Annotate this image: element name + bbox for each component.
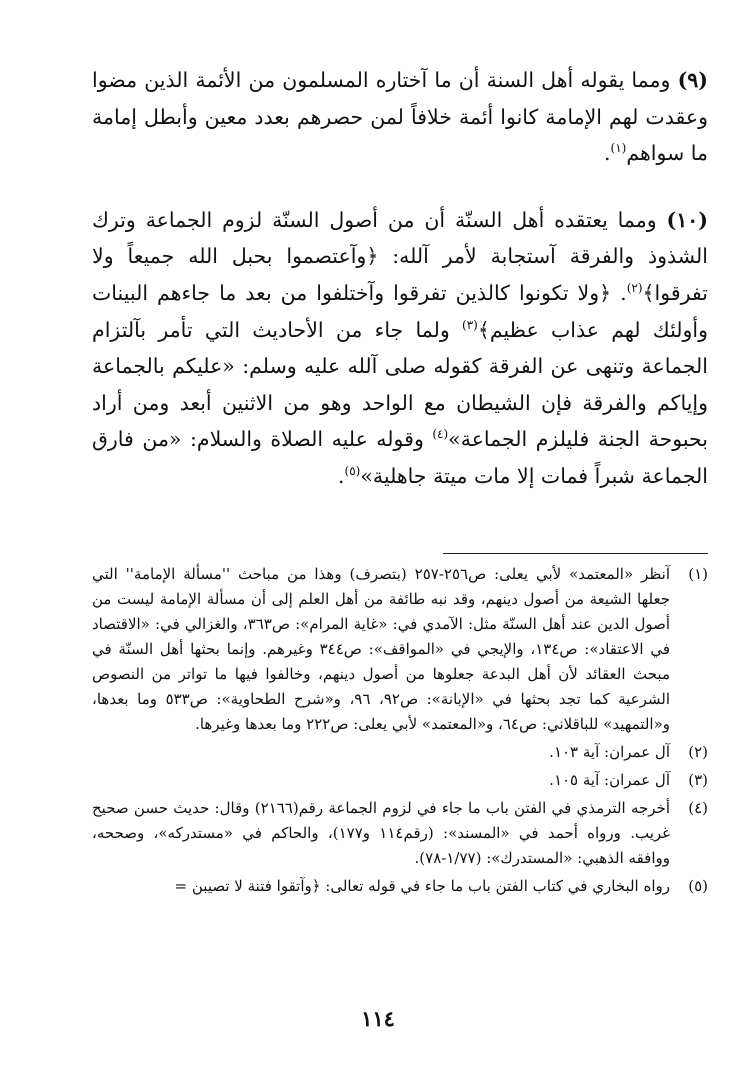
paragraph-end: . <box>603 141 611 166</box>
footnote-number: (٢) <box>688 743 708 761</box>
footnote-separator <box>443 553 708 554</box>
paragraph-text: ولما جاء من الأحاديث التي تأمر بآلتزام الجماعة وتنهى عن الفرقة كقوله صلى آلله عليه وسلم: «عليكم بالجماعة وإياكم والفرقة فإن الشيطان مع الواحد وهو من الاثنين أبعد ومن أراد بحبوحة الجنة فليلزم الجماعة» <box>92 317 708 452</box>
footnote-3 <box>92 768 708 793</box>
paragraph-text: وقوله عليه الصلاة والسلام: «من فارق الجماعة شبراً فمات إلا مات ميتة جاهلية» <box>92 427 708 488</box>
footnote-4 <box>92 796 708 871</box>
footnotes <box>92 562 708 902</box>
footnote-ref: (٥) <box>344 464 361 479</box>
footnote-number: (٣) <box>688 771 708 789</box>
paragraph-number: (١٠) <box>666 207 708 232</box>
footnote-1 <box>92 562 708 737</box>
paragraph-text: . ﴿ولا تكونوا كالذين تفرقوا وآختلفوا من بعد ما جاءهم البينات وأولئك لهم عذاب عظيم﴾ <box>92 280 709 342</box>
footnote-2 <box>92 740 708 765</box>
paragraph-9 <box>92 62 708 172</box>
footnote-5 <box>92 874 708 899</box>
page-number: ١١٤ <box>361 1006 395 1031</box>
footnote-ref: (٣) <box>462 317 478 332</box>
footnote-text: آل عمران: آية ١٠٥. <box>549 771 670 789</box>
paragraph-text: ومما يعتقده أهل السنّة أن من أصول السنّة لزوم الجماعة وترك الشذوذ والفرقة آستجابة لأمر آلله: ﴿وآعتصموا بحبل الله جميعاً ولا تفرقوا﴾ <box>92 207 708 305</box>
footnote-text: رواه البخاري في كتاب الفتن باب ما جاء في قوله تعالى: ﴿وآتقوا فتنة لا تصيبن = <box>174 877 670 895</box>
footnote-ref: (١) <box>610 141 627 156</box>
paragraph-end: . <box>337 463 345 488</box>
footnote-text: آل عمران: آية ١٠٣. <box>549 743 670 761</box>
footnote-text: أخرجه الترمذي في الفتن باب ما جاء في لزوم الجماعة رقم(٢١٦٦) وقال: حديث حسن صحيح غريب. ورواه أحمد في «المسند»: (رقم١١٤ و١٧٧)، والحاكم في «مستدركه»، وصححه، ووافقه الذهبي: «المستدرك»: (١/٧٧-٧٨). <box>92 799 670 867</box>
footnote-number: (٥) <box>688 877 708 895</box>
paragraph-number: (٩) <box>677 68 708 92</box>
footnote-number: (١) <box>688 565 708 583</box>
paragraph-spacer <box>92 172 708 202</box>
main-text <box>92 62 708 495</box>
paragraph-10 <box>92 202 708 495</box>
footnote-text: آنظر «المعتمد» لأبي يعلى: ص٢٥٦-٢٥٧ (بتصرف) وهذا من مباحث ''مسألة الإمامة'' التي جعلها الشيعة من أصول دينهم، وقد نبه طائفة من أهل العلم إلى أن مسألة الإمامة ليست من أصول الدين عند أهل السنّة مثل: الآمدي في: «غاية المرام»: ص٣٦٣، والغزالي في: «الاقتصاد في الاعتقاد»: ص١٣٤، والإيجي في «المواقف»: ص٣٤٤ وغيرهم. وإنما بحثها أهل السنّة في مبحث العقائد لأن أهل البدعة جعلوها من أصول دينهم، وخالفوا فيها ما تواتر من النصوص الشرعية كما تجد بحثها في «الإبانة»: ص٩٢، ٩٦، و«شرح الطحاوية»: ص٥٣٣ وما بعدها، و«التمهيد» للباقلاني: ص٦٤، و«المعتمد» لأبي يعلى: ص٢٢٢ وما بعدها وغيرها. <box>92 565 671 733</box>
footnote-ref: (٢) <box>626 281 643 296</box>
footnote-number: (٤) <box>688 799 708 817</box>
footnote-ref: (٤) <box>432 427 449 442</box>
paragraph-text: ومما يقوله أهل السنة أن ما آختاره المسلمون من الأئمة الذين مضوا وعقدت لهم الإمامة كانوا أئمة خلافاً لمن حصرهم بعدد معين وأبطل إمامة ما سواهم <box>92 68 708 166</box>
